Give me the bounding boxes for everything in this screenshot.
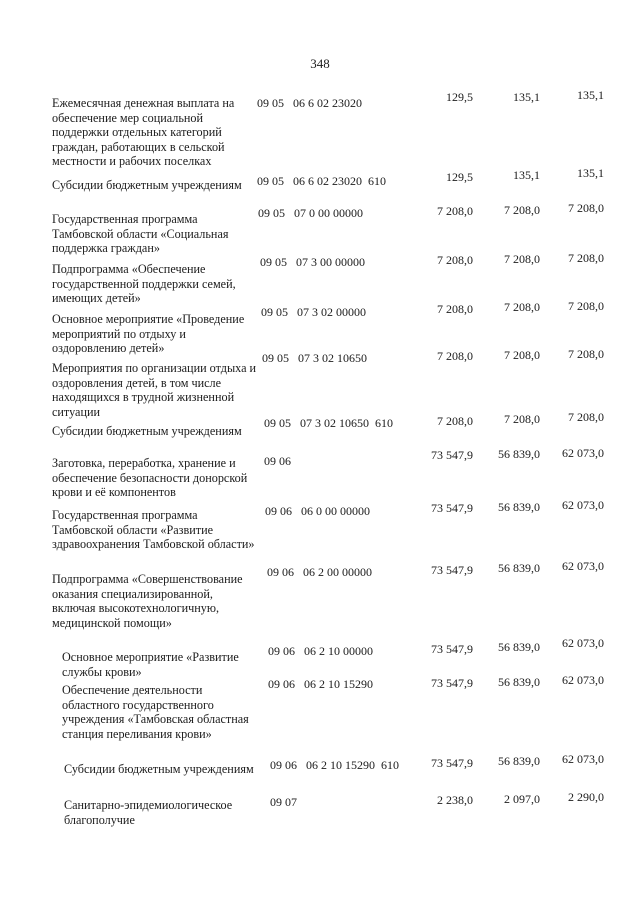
row-description: Заготовка, переработка, хранение и обеспечение безопасности донорской крови и её компонентов xyxy=(52,456,248,499)
row-description: Подпрограмма «Совершенствование оказания специализированной, включая высокотехнологичную, медицинской помощи» xyxy=(52,572,243,630)
row-value-1: 73 547,9 xyxy=(431,501,473,515)
row-code: 09 06 xyxy=(264,454,291,468)
table-row xyxy=(0,790,640,827)
row-description: Основное мероприятие «Развитие службы крови» xyxy=(62,650,239,679)
row-value-3: 62 073,0 xyxy=(562,752,604,766)
row-value-2: 56 839,0 xyxy=(498,561,540,575)
row-description: Обеспечение деятельности областного государственного учреждения «Тамбовская областная станция переливания крови» xyxy=(62,683,249,741)
row-code: 09 06 06 2 10 15290 xyxy=(268,677,373,691)
row-value-2: 7 208,0 xyxy=(504,203,540,217)
row-value-2: 7 208,0 xyxy=(504,252,540,266)
row-code: 09 05 07 3 00 00000 xyxy=(260,255,365,269)
row-value-2: 56 839,0 xyxy=(498,754,540,768)
row-code: 09 05 06 6 02 23020 xyxy=(257,96,362,110)
row-value-3: 2 290,0 xyxy=(568,790,604,804)
row-code: 09 06 06 0 00 00000 xyxy=(265,504,370,518)
row-value-1: 7 208,0 xyxy=(437,349,473,363)
row-code: 09 07 xyxy=(270,795,297,809)
row-value-1: 7 208,0 xyxy=(437,253,473,267)
row-value-3: 7 208,0 xyxy=(568,347,604,361)
row-value-1: 73 547,9 xyxy=(431,756,473,770)
row-description: Основное мероприятие «Проведение мероприятий по отдыху и оздоровлению детей» xyxy=(52,312,245,355)
row-description: Подпрограмма «Обеспечение государственной поддержки семей, имеющих детей» xyxy=(52,262,236,305)
row-description: Мероприятия по организации отдыха и оздоровления детей, в том числе находящихся в трудной жизненной ситуации xyxy=(52,361,257,419)
row-value-3: 62 073,0 xyxy=(562,559,604,573)
row-value-3: 135,1 xyxy=(577,166,604,180)
row-value-1: 2 238,0 xyxy=(437,793,473,807)
row-value-1: 73 547,9 xyxy=(431,448,473,462)
row-value-3: 7 208,0 xyxy=(568,410,604,424)
row-code: 09 05 07 3 02 10650 610 xyxy=(264,416,393,430)
row-value-2: 7 208,0 xyxy=(504,348,540,362)
table-row xyxy=(0,559,640,630)
table-row xyxy=(0,201,640,255)
table-row xyxy=(0,673,640,741)
row-value-1: 129,5 xyxy=(446,170,473,184)
row-value-3: 7 208,0 xyxy=(568,251,604,265)
row-value-2: 135,1 xyxy=(513,90,540,104)
row-value-2: 2 097,0 xyxy=(504,792,540,806)
row-description: Субсидии бюджетным учреждениям xyxy=(52,178,242,192)
row-value-3: 62 073,0 xyxy=(562,446,604,460)
row-description: Субсидии бюджетным учреждениям xyxy=(52,424,242,438)
table-row xyxy=(0,446,640,499)
row-description: Ежемесячная денежная выплата на обеспечение мер социальной поддержки отдельных категорий граждан, работающих в сельской местности и рабочих поселках xyxy=(52,96,235,168)
row-value-2: 56 839,0 xyxy=(498,500,540,514)
table-row xyxy=(0,498,640,551)
row-description: Государственная программа Тамбовской области «Развитие здравоохранения Тамбовской области» xyxy=(52,508,255,551)
table-row xyxy=(0,752,640,776)
row-value-1: 129,5 xyxy=(446,90,473,104)
table-row xyxy=(0,166,640,192)
row-code: 09 06 06 2 00 00000 xyxy=(267,565,372,579)
row-description: Санитарно-эпидемиологическое благополучие xyxy=(64,798,233,827)
table-row xyxy=(0,251,640,305)
row-code: 09 05 06 6 02 23020 610 xyxy=(257,174,386,188)
row-value-1: 73 547,9 xyxy=(431,642,473,656)
row-value-2: 7 208,0 xyxy=(504,300,540,314)
row-code: 09 05 07 3 02 10650 xyxy=(262,351,367,365)
row-value-3: 135,1 xyxy=(577,88,604,102)
row-value-3: 7 208,0 xyxy=(568,299,604,313)
row-description: Субсидии бюджетным учреждениям xyxy=(64,762,254,776)
row-code: 09 06 06 2 10 00000 xyxy=(268,644,373,658)
row-value-2: 135,1 xyxy=(513,168,540,182)
row-code: 09 05 07 0 00 00000 xyxy=(258,206,363,220)
row-description: Государственная программа Тамбовской области «Социальная поддержка граждан» xyxy=(52,212,229,255)
table-row xyxy=(0,88,640,168)
row-value-2: 56 839,0 xyxy=(498,447,540,461)
table-row xyxy=(0,636,640,679)
row-value-3: 7 208,0 xyxy=(568,201,604,215)
row-code: 09 05 07 3 02 00000 xyxy=(261,305,366,319)
row-value-3: 62 073,0 xyxy=(562,498,604,512)
row-value-1: 7 208,0 xyxy=(437,204,473,218)
table-row xyxy=(0,347,640,419)
row-value-2: 56 839,0 xyxy=(498,675,540,689)
row-value-1: 7 208,0 xyxy=(437,414,473,428)
row-code: 09 06 06 2 10 15290 610 xyxy=(270,758,399,772)
row-value-1: 7 208,0 xyxy=(437,302,473,316)
row-value-3: 62 073,0 xyxy=(562,636,604,650)
row-value-2: 7 208,0 xyxy=(504,412,540,426)
page-number: 348 xyxy=(310,56,330,71)
row-value-3: 62 073,0 xyxy=(562,673,604,687)
table-row xyxy=(0,410,640,438)
row-value-2: 56 839,0 xyxy=(498,640,540,654)
table-row xyxy=(0,299,640,355)
row-value-1: 73 547,9 xyxy=(431,563,473,577)
row-value-1: 73 547,9 xyxy=(431,676,473,690)
